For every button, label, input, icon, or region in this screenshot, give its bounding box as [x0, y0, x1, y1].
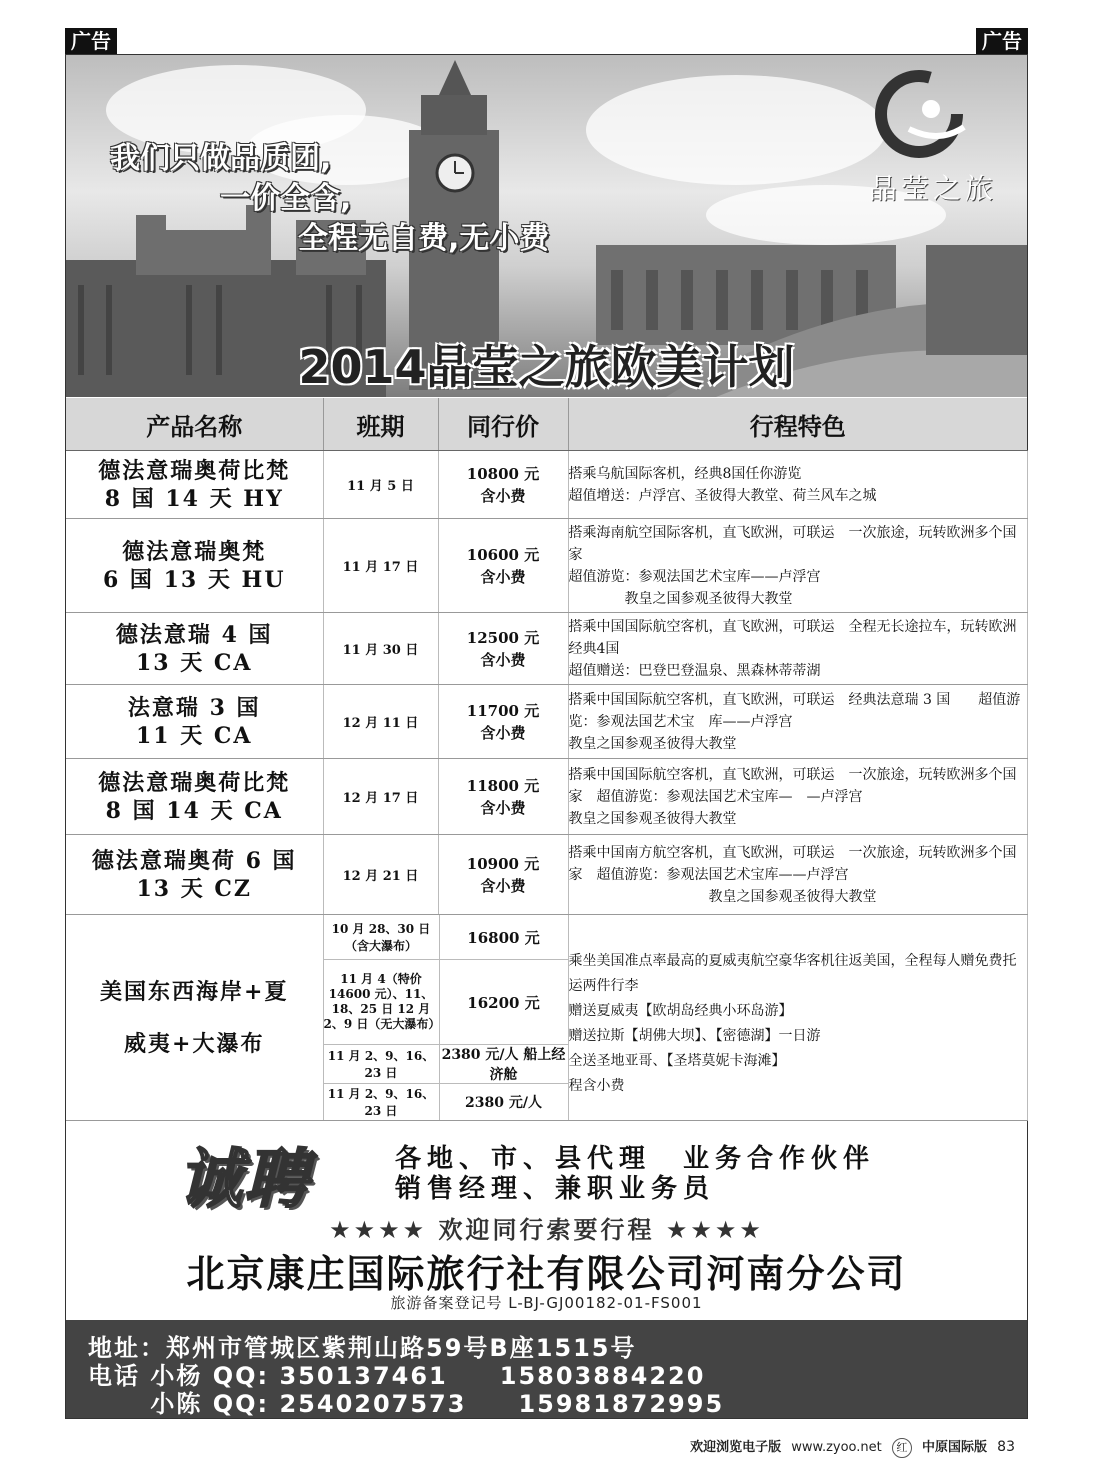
product-name-cont: 威夷+大瀑布: [124, 1030, 265, 1057]
feature-line: 赠送夏威夷【欧胡岛经典小环岛游】: [568, 1002, 793, 1019]
footer-welcome: 欢迎浏览电子版: [690, 1440, 782, 1455]
table-row: [66, 685, 1027, 759]
feature-line: 超值增送：卢浮宫、圣彼得大教堂、荷兰风车之城: [568, 487, 877, 504]
company-name: 北京康庄国际旅行社有限公司河南分公司: [186, 1252, 907, 1296]
feature-line: 搭乘乌航国际客机，经典8国任你游览: [568, 465, 802, 482]
schedule-date: 12 月 21 日: [323, 835, 438, 915]
product-duration: 8 国 14 天 CA: [105, 797, 283, 824]
price-value: 10800 元: [466, 464, 540, 483]
feature-line: 乘坐美国准点率最高的夏威夷航空豪华客机往返美国，全程每人赠免费托运两件行李: [568, 952, 1017, 994]
schedule-date: 11 月 2、9、16、23 日: [324, 1084, 440, 1120]
product-name: 法意瑞 3 国: [127, 694, 261, 721]
schedule-date: 11 月 4（特价 14600 元）、11、18、25 日 12 月 2、9 日（无大瀑布）: [324, 960, 440, 1044]
price-note: 含小费: [480, 650, 526, 669]
feature-line: 搭乘中国国际航空客机，直飞欧洲，可联运 全程无长途拉车，玩转欧洲经典4国: [568, 618, 1017, 657]
price-value: 10600 元: [466, 545, 540, 564]
slogan-line-2: 一价全含,: [220, 181, 352, 216]
table-row: [66, 519, 1027, 613]
schedule-date: 12 月 17 日: [323, 759, 438, 835]
schedule-date: 10 月 28、30 日（含大瀑布）: [324, 915, 440, 959]
feature-line: 搭乘中国国际航空客机，直飞欧洲，可联运 经典法意瑞 3 国 超值游览：参观法国艺术宝 库——卢浮宫: [568, 691, 1021, 730]
slogan-line-1: 我们只做品质团,: [110, 141, 332, 176]
header-product: 产品名称: [66, 398, 323, 451]
brand-name: 晶莹之旅: [868, 172, 997, 205]
feature-line: 全送圣地亚哥、【圣塔莫妮卡海滩】: [568, 1052, 786, 1069]
welcome-banner: ★★★★ 欢迎同行索要行程 ★★★★: [329, 1216, 764, 1244]
header-schedule: 班期: [323, 398, 438, 451]
feature-line: 程含小费: [568, 1077, 625, 1094]
product-name: 德法意瑞奥梵: [122, 538, 267, 565]
recruit-heading: 诚聘: [178, 1143, 310, 1217]
product-name: 德法意瑞奥荷 6 国: [91, 847, 297, 874]
feature-line: 搭乘海南航空国际客机，直飞欧洲，可联运 一次旅途，玩转欧洲多个国家: [568, 524, 1017, 563]
product-name: 德法意瑞奥荷比梵: [98, 457, 291, 484]
product-table: [66, 398, 1028, 1121]
header-price: 同行价: [438, 398, 568, 451]
footer-edition: 中原国际版: [922, 1440, 988, 1455]
price-value: 2380 元/人 船上经济舱: [441, 1047, 566, 1083]
recruit-line-2: 销售经理、兼职业务员: [395, 1174, 716, 1204]
price-value: 10900 元: [466, 854, 540, 873]
registration-number: 旅游备案登记号 L-BJ-GJ00182-01-FS001: [390, 1294, 703, 1312]
ad-label: 广告: [976, 28, 1028, 54]
header-features: 行程特色: [568, 398, 1027, 451]
footer-site-link[interactable]: www.zyoo.net: [791, 1440, 882, 1455]
price-note: 含小费: [480, 567, 526, 586]
price-note: 含小费: [480, 798, 526, 817]
phone-line-1: 电话 小杨 QQ: 350137461 15803884220: [88, 1362, 706, 1390]
schedule-date: 11 月 5 日: [323, 451, 438, 519]
table-row: [66, 759, 1027, 835]
price-value: 11700 元: [466, 701, 540, 720]
ad-label: 广告: [65, 28, 117, 54]
footer-badge-icon: 红: [892, 1438, 912, 1458]
schedule-date: 11 月 30 日: [323, 613, 438, 685]
slogan-line-3: 全程无自费,无小费: [298, 221, 550, 256]
feature-line: 赠送拉斯【胡佛大坝】、【密德湖】一日游: [568, 1027, 821, 1044]
feature-line: 教皇之国参观圣彼得大教堂: [568, 810, 737, 827]
price-note: 含小费: [480, 876, 526, 895]
table-row: [66, 451, 1027, 519]
table-row: [66, 613, 1027, 685]
recruit-line-1: 各地、市、县代理 业务合作伙伴: [395, 1144, 876, 1174]
table-header-row: [66, 398, 1027, 451]
price-value: 11800 元: [466, 776, 540, 795]
product-duration: 6 国 13 天 HU: [102, 566, 286, 593]
schedule-date: 11 月 2、9、16、23 日: [324, 1045, 440, 1083]
contact-panel: [66, 1320, 1027, 1418]
table-row-us: [66, 915, 1027, 1121]
feature-line: 教皇之国参观圣彼得大教堂: [568, 590, 793, 607]
feature-line: 搭乘中国国际航空客机，直飞欧洲，可联运 一次旅途，玩转欧洲多个国家 超值游览：参观法国艺术宝库— —卢浮宫: [568, 766, 1017, 805]
price-note: 含小费: [480, 723, 526, 742]
price-note: 含小费: [480, 486, 526, 505]
table-row: [66, 835, 1027, 915]
feature-line: 教皇之国参观圣彼得大教堂: [568, 888, 877, 905]
schedule-date: 12 月 11 日: [323, 685, 438, 759]
product-duration: 8 国 14 天 HY: [104, 485, 284, 512]
product-duration: 11 天 CA: [135, 722, 253, 749]
price-value: 16800 元: [467, 928, 540, 947]
price-value: 16200 元: [467, 993, 540, 1012]
feature-line: 超值赠送：巴登巴登温泉、黑森林蒂蒂湖: [568, 662, 821, 679]
feature-line: 超值游览：参观法国艺术宝库——卢浮宫: [568, 568, 821, 585]
product-duration: 13 天 CZ: [136, 875, 252, 902]
page-footer: [690, 1436, 1015, 1458]
feature-line: 搭乘中国南方航空客机，直飞欧洲，可联运 一次旅途，玩转欧洲多个国家 超值游览：参观法国艺术宝库——卢浮宫: [568, 844, 1017, 883]
product-name: 美国东西海岸+夏: [100, 978, 289, 1005]
feature-line: 教皇之国参观圣彼得大教堂: [568, 735, 737, 752]
address: 地址：郑州市管城区紫荆山路59号B座1515号: [88, 1334, 637, 1362]
phone-line-2: 小陈 QQ: 2540207573 15981872995: [88, 1390, 725, 1418]
price-value: 12500 元: [466, 628, 540, 647]
product-duration: 13 天 CA: [135, 649, 253, 676]
product-name: 德法意瑞奥荷比梵: [98, 769, 291, 796]
banner-title: 2014晶莹之旅欧美计划: [298, 340, 795, 394]
price-value: 2380 元/人: [465, 1095, 542, 1111]
product-name: 德法意瑞 4 国: [115, 621, 273, 648]
schedule-date: 11 月 17 日: [323, 519, 438, 613]
page-number: 83: [997, 1439, 1015, 1455]
